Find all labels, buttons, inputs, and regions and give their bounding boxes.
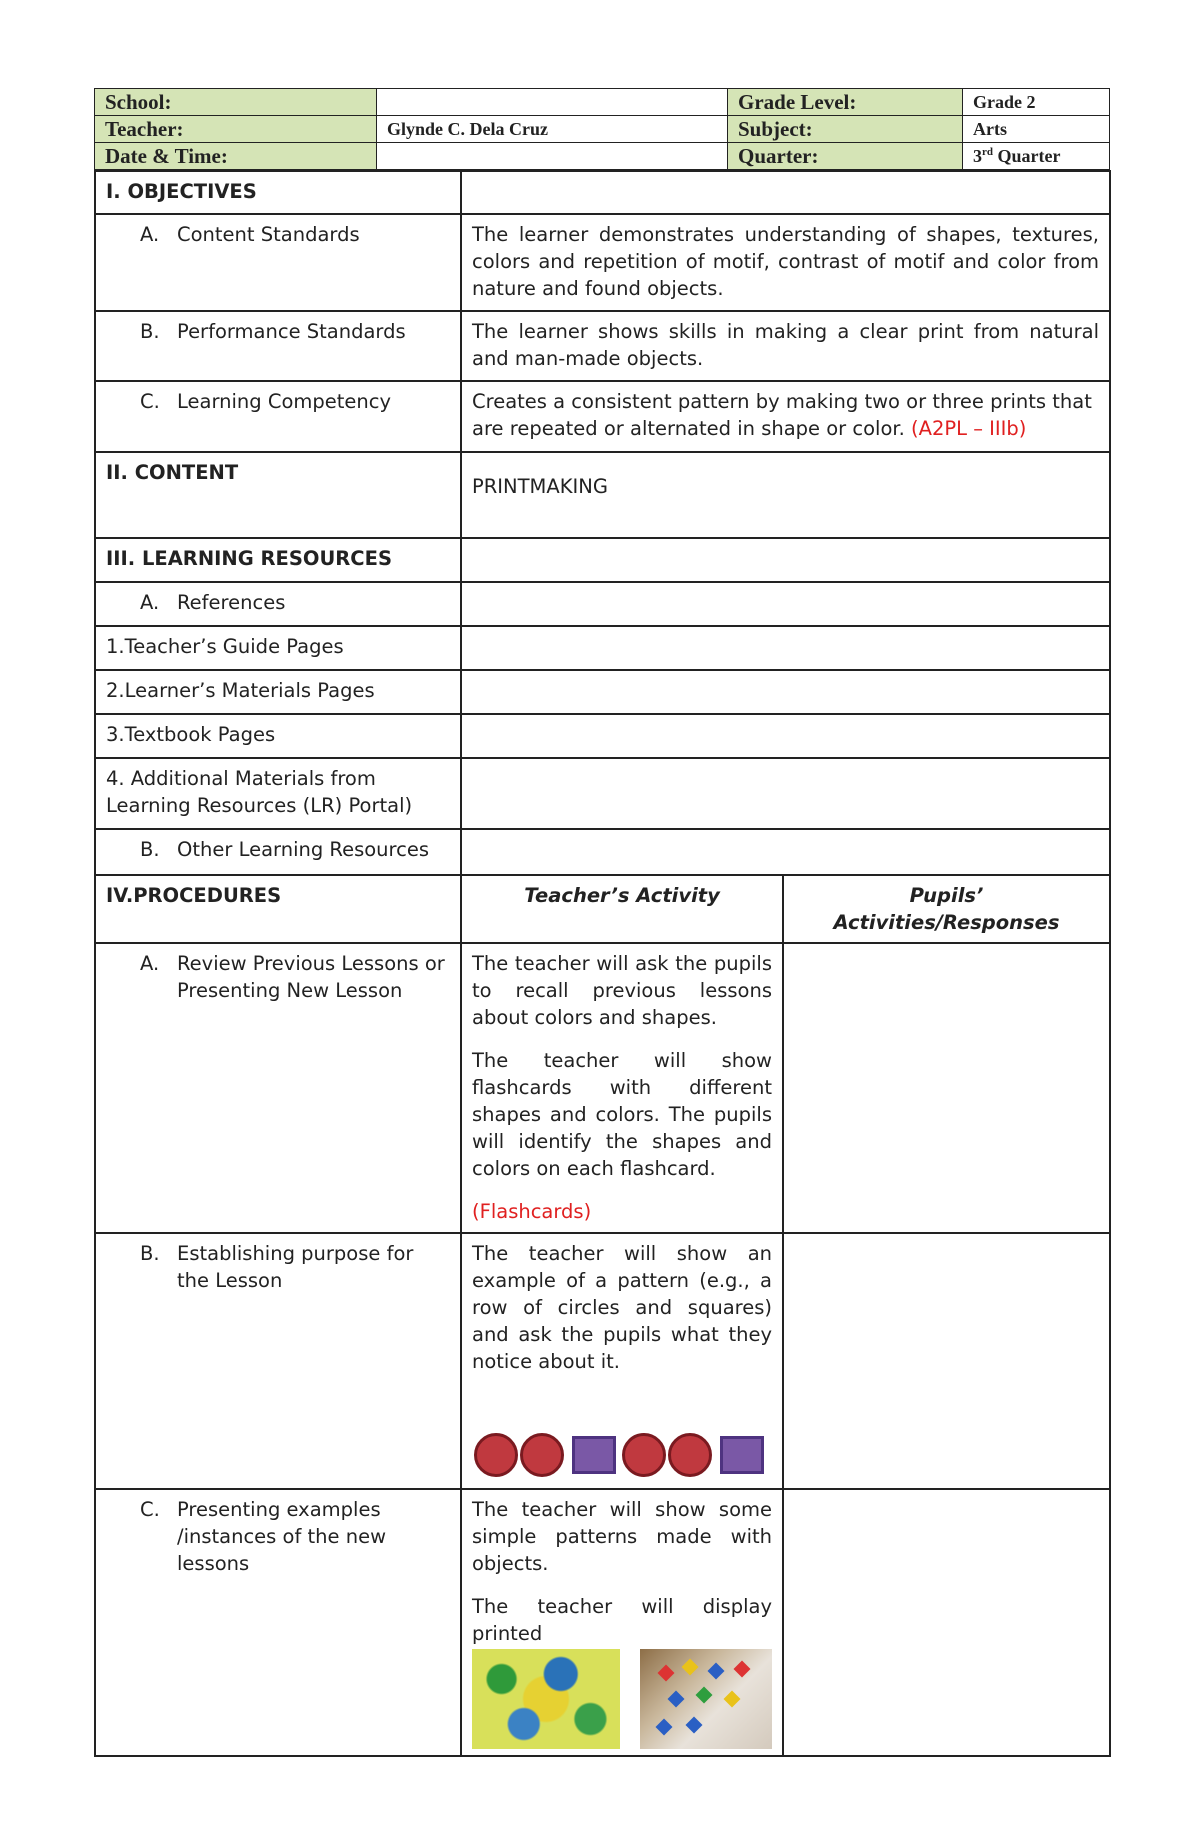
objectives-blank [461, 171, 1110, 214]
pupils-activity-header: Pupils’ Activities/Responses [783, 875, 1110, 943]
other-resources-label [95, 829, 461, 875]
print-mark [696, 1687, 713, 1704]
quarter-value [963, 143, 1110, 170]
textbook-pages-label: 3.Textbook Pages [95, 714, 461, 758]
label: Review Previous Lessons or Presenting New Lesson [177, 952, 445, 1002]
procedure-a-flashcards: (Flashcards) [472, 1200, 592, 1223]
competency-code: (A2PL – IIIb) [911, 417, 1027, 440]
procedure-a-paragraph-2: The teacher will show flashcards with different shapes and colors. The pupils will identify the shapes and colors on each flashcard. [472, 1049, 772, 1180]
marker: B. [140, 320, 160, 343]
procedure-c-label [95, 1489, 461, 1756]
performance-standards-label [95, 311, 461, 381]
print-mark [724, 1691, 741, 1708]
subject-value: Arts [963, 116, 1110, 143]
print-mark [682, 1659, 699, 1676]
teacher-label: Teacher: [95, 116, 377, 143]
teacher-value: Glynde C. Dela Cruz [377, 116, 728, 143]
references-label [95, 582, 461, 626]
learners-materials-label: 2.Learner’s Materials Pages [95, 670, 461, 714]
marker: C. [140, 1498, 160, 1521]
header-table [94, 88, 1110, 170]
marker: C. [140, 390, 160, 413]
label: Learning Competency [177, 390, 392, 413]
learners-materials-blank [461, 670, 1110, 714]
procedure-b-paragraph-1: The teacher will show an example of a pattern (e.g., a row of circles and squares) and ask the pupils what they notice about it. [472, 1242, 772, 1373]
procedure-c-teacher [461, 1489, 783, 1756]
label: Establishing purpose for the Lesson [177, 1242, 414, 1292]
procedure-c-pupils [783, 1489, 1110, 1756]
shape-print-photo [640, 1649, 772, 1749]
procedure-c-paragraph-1: The teacher will show some simple patterns made with objects. [472, 1498, 772, 1575]
grade-level-value: Grade 2 [963, 89, 1110, 116]
print-mark [668, 1691, 685, 1708]
grade-level-label: Grade Level: [728, 89, 963, 116]
square-shape [572, 1436, 616, 1474]
lesson-table [94, 170, 1111, 1757]
procedure-b-pupils [783, 1233, 1110, 1489]
marker: B. [140, 838, 160, 861]
procedure-b-label [95, 1233, 461, 1489]
school-label: School: [95, 89, 377, 116]
leaf-print-photo [472, 1649, 620, 1749]
procedure-a-pupils [783, 943, 1110, 1233]
subject-label: Subject: [728, 116, 963, 143]
quarter-label: Quarter: [728, 143, 963, 170]
marker: A. [140, 952, 160, 975]
content-standards-label [95, 214, 461, 311]
content-standards-text: The learner demonstrates understanding of shapes, textures, colors and repetition of motif, contrast of motif and color from nature and found objects. [461, 214, 1110, 311]
learning-competency-label [95, 381, 461, 452]
label: Content Standards [177, 223, 360, 246]
lr-portal-label: 4. Additional Materials from Learning Resources (LR) Portal) [95, 758, 461, 829]
performance-standards-text: The learner shows skills in making a clear print from natural and man-made objects. [461, 311, 1110, 381]
teacher-activity-header: Teacher’s Activity [461, 875, 783, 943]
print-mark [658, 1665, 675, 1682]
label: Other Learning Resources [177, 838, 430, 861]
print-mark [656, 1719, 673, 1736]
procedure-a-teacher [461, 943, 783, 1233]
learning-competency-text [461, 381, 1110, 452]
print-mark [734, 1661, 751, 1678]
school-value [377, 89, 728, 116]
marker: A. [140, 591, 160, 614]
circle-shape [622, 1433, 666, 1477]
square-shape [720, 1436, 764, 1474]
circle-shape [520, 1433, 564, 1477]
resources-blank [461, 538, 1110, 582]
procedure-a-paragraph-1: The teacher will ask the pupils to recall previous lessons about colors and shapes. [472, 952, 772, 1029]
procedure-b-teacher [461, 1233, 783, 1489]
date-time-value [377, 143, 728, 170]
competency-text: Creates a consistent pattern by making two or three prints that are repeated or alternated in shape or color. [472, 390, 1092, 440]
quarter-number: 3 [973, 145, 982, 166]
label: Presenting examples /instances of the new lessons [177, 1498, 387, 1575]
other-resources-blank [461, 829, 1110, 875]
quarter-suffix: rd [982, 145, 993, 158]
circle-shape [668, 1433, 712, 1477]
label: References [177, 591, 286, 614]
circle-shape [474, 1433, 518, 1477]
lr-portal-blank [461, 758, 1110, 829]
quarter-word: Quarter [997, 145, 1061, 166]
content-value: PRINTMAKING [461, 452, 1110, 538]
teachers-guide-label: 1.Teacher’s Guide Pages [95, 626, 461, 670]
marker: B. [140, 1242, 160, 1265]
procedure-a-label [95, 943, 461, 1233]
pattern-example-image [472, 1433, 772, 1477]
print-mark [686, 1717, 703, 1734]
label: Performance Standards [177, 320, 406, 343]
print-mark [708, 1663, 725, 1680]
procedure-c-paragraph-2: The teacher will display printed [472, 1595, 772, 1645]
date-time-label: Date & Time: [95, 143, 377, 170]
textbook-pages-blank [461, 714, 1110, 758]
marker: A. [140, 223, 160, 246]
resources-heading: III. LEARNING RESOURCES [95, 538, 461, 582]
printed-examples-photos [472, 1649, 772, 1749]
references-blank [461, 582, 1110, 626]
teachers-guide-blank [461, 626, 1110, 670]
procedures-heading: IV.PROCEDURES [95, 875, 461, 943]
content-heading: II. CONTENT [95, 452, 461, 538]
objectives-heading: I. OBJECTIVES [95, 171, 461, 214]
lesson-plan-page [94, 88, 1109, 1757]
